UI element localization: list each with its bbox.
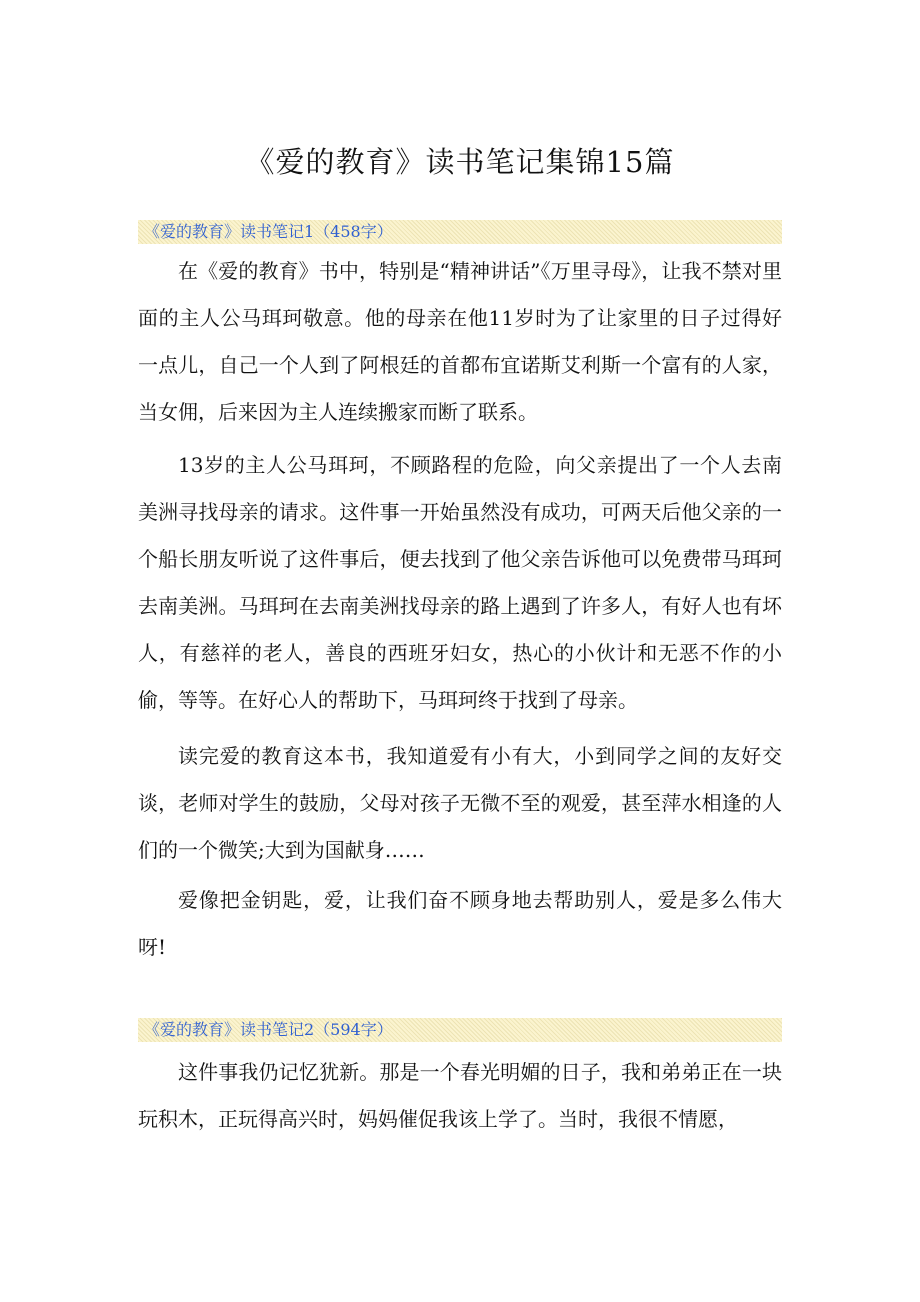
- section-heading-2: 《爱的教育》读书笔记2（594字）: [138, 1018, 782, 1042]
- paragraph-1-4: 爱像把金钥匙，爱，让我们奋不顾身地去帮助别人，爱是多么伟大呀!: [138, 888, 782, 959]
- paragraph-1-3: 读完爱的教育这本书，我知道爱有小有大，小到同学之间的友好交谈，老师对学生的鼓励，父母对孩子无微不至的观爱，甚至萍水相逢的人们的一个微笑;大到为国献身……: [138, 744, 782, 862]
- document-title: 《爱的教育》读书笔记集锦15篇: [245, 145, 675, 179]
- paragraph-1-2: 13岁的主人公马珥珂，不顾路程的危险，向父亲提出了一个人去南美洲寻找母亲的请求。这件事一开始虽然没有成功，可两天后他父亲的一个船长朋友听说了这件事后，便去找到了他父亲告诉他可以免费带马珥珂去南美洲。马珥珂在去南美洲找母亲的路上遇到了许多人，有好人也有坏人，有慈祥的老人，善良的西班牙妇女，热心的小伙计和无恶不作的小偷，等等。在好心人的帮助下，马珥珂终于找到了母亲。: [138, 453, 782, 712]
- section-heading-1: 《爱的教育》读书笔记1（458字）: [138, 220, 782, 244]
- paragraph-2-1: 这件事我仍记忆犹新。那是一个春光明媚的日子，我和弟弟正在一块玩积木，正玩得高兴时，妈妈催促我该上学了。当时，我很不情愿，: [138, 1060, 782, 1131]
- paragraph-1-1: 在《爱的教育》书中，特别是“精神讲话”《万里寻母》，让我不禁对里面的主人公马珥珂敬意。他的母亲在他11岁时为了让家里的日子过得好一点儿，自己一个人到了阿根廷的首都布宜诺斯艾利斯一个富有的人家，当女佣，后来因为主人连续搬家而断了联系。: [138, 259, 782, 424]
